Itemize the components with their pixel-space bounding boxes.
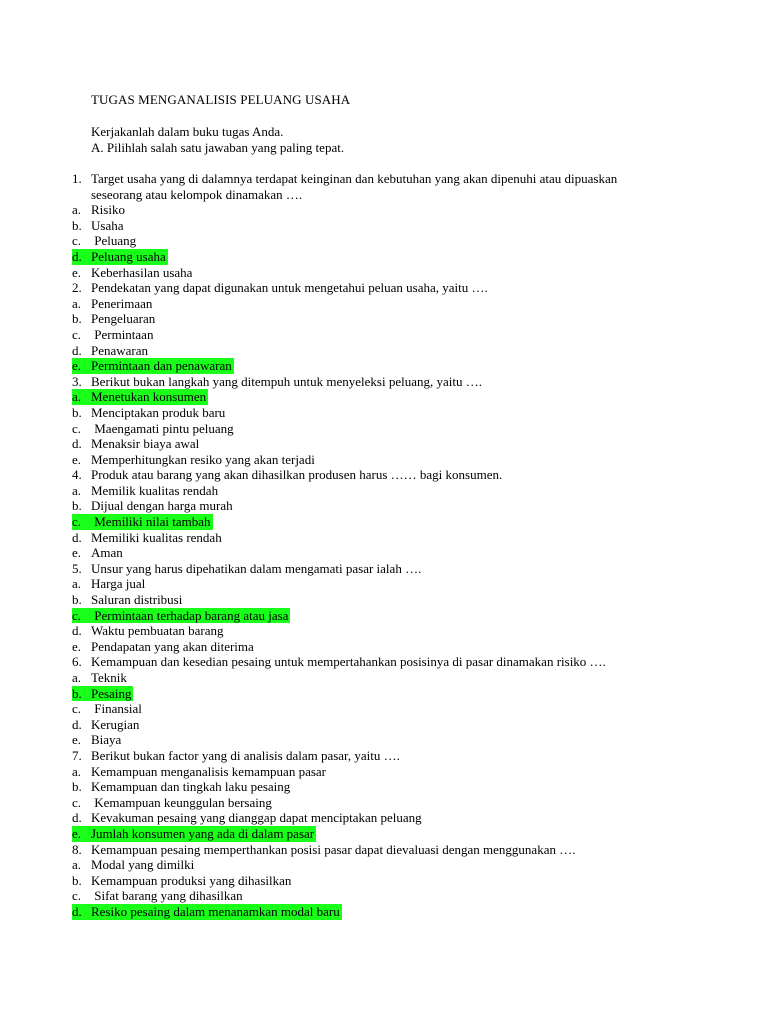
option-text: Pesaing (91, 685, 132, 701)
answer-option (72, 732, 712, 748)
option-text: Kerugian (91, 716, 140, 732)
option-text: Sifat barang yang dihasilkan (91, 888, 243, 904)
answer-option (72, 639, 712, 655)
question-item (72, 748, 712, 764)
answer-option (72, 233, 712, 249)
option-text: Keberhasilan usaha (91, 264, 193, 280)
answer-option (72, 779, 712, 795)
answer-option (72, 405, 712, 421)
option-letter: b. (72, 685, 82, 701)
question-number: 4. (72, 467, 82, 483)
option-text: Saluran distribusi (91, 592, 183, 608)
option-letter: a. (72, 763, 82, 779)
answer-option (72, 483, 712, 499)
answer-option (72, 498, 712, 514)
option-text: Finansial (91, 701, 142, 717)
option-letter: a. (72, 857, 82, 873)
question-number: 6. (72, 654, 82, 670)
option-text: Peluang usaha (91, 248, 166, 264)
option-letter: b. (72, 779, 82, 795)
option-letter: c. (72, 794, 82, 810)
answer-option (72, 670, 712, 686)
question-item (72, 467, 712, 483)
answer-option (72, 311, 712, 327)
option-letter: b. (72, 404, 82, 420)
option-text: Menetukan konsumen (91, 389, 207, 405)
option-letter: c. (72, 326, 82, 342)
answer-option-highlighted (72, 249, 712, 265)
option-text: Permintaan (91, 326, 154, 342)
option-text: Pengeluaran (91, 311, 156, 327)
option-text: Memilik kualitas rendah (91, 482, 219, 498)
answer-option (72, 888, 712, 904)
answer-option (72, 717, 712, 733)
option-text: Menaksir biaya awal (91, 436, 200, 452)
question-item (72, 171, 712, 202)
option-letter: b. (72, 217, 82, 233)
question-text: Berikut bukan langkah yang ditempuh untuk menyeleksi peluang, yaitu …. (91, 373, 483, 389)
question-text: Berikut bukan factor yang di analisis dalam pasar, yaitu …. (91, 747, 400, 763)
answer-option (72, 576, 712, 592)
instructions (91, 124, 344, 156)
option-text: Memperhitungkan resiko yang akan terjadi (91, 451, 315, 467)
answer-option (72, 545, 712, 561)
question-number: 5. (72, 560, 82, 576)
option-letter: e. (72, 264, 82, 280)
answer-option (72, 857, 712, 873)
option-letter: a. (72, 295, 82, 311)
answer-option-highlighted (72, 608, 712, 624)
option-letter: e. (72, 825, 82, 841)
answer-option-highlighted (72, 826, 712, 842)
question-number: 2. (72, 280, 82, 296)
question-text: Kemampuan pesaing memperthankan posisi pasar dapat dievaluasi dengan menggunakan …. (91, 841, 576, 857)
question-list (72, 171, 712, 920)
option-letter: b. (72, 592, 82, 608)
question-item (72, 654, 712, 670)
option-text: Kemampuan menganalisis kemampuan pasar (91, 763, 327, 779)
answer-option (72, 530, 712, 546)
option-letter: c. (72, 233, 82, 249)
option-letter: a. (72, 482, 82, 498)
answer-option-highlighted (72, 514, 712, 530)
answer-option (72, 701, 712, 717)
option-letter: a. (72, 202, 82, 218)
question-number: 3. (72, 373, 82, 389)
question-item (72, 374, 712, 390)
option-letter: e. (72, 358, 82, 374)
option-text: Dijual dengan harga murah (91, 498, 233, 514)
question-text: Pendekatan yang dapat digunakan untuk mengetahui peluan usaha, yaitu …. (91, 280, 488, 296)
option-text: Kemampuan produksi yang dihasilkan (91, 872, 292, 888)
option-text: Kevakuman pesaing yang dianggap dapat menciptakan peluang (91, 810, 422, 826)
option-text: Permintaan terhadap barang atau jasa (91, 607, 289, 623)
option-text: Kemampuan keunggulan bersaing (91, 794, 272, 810)
option-letter: d. (72, 903, 82, 919)
option-text: Maengamati pintu peluang (91, 420, 234, 436)
answer-option (72, 343, 712, 359)
answer-option (72, 810, 712, 826)
option-letter: b. (72, 872, 82, 888)
option-letter: b. (72, 311, 82, 327)
option-letter: c. (72, 701, 82, 717)
answer-option-highlighted (72, 686, 712, 702)
option-text: Memiliki kualitas rendah (91, 529, 222, 545)
option-letter: c. (72, 888, 82, 904)
option-letter: c. (72, 607, 82, 623)
option-text: Pendapatan yang akan diterima (91, 638, 254, 654)
answer-option (72, 452, 712, 468)
option-text: Peluang (91, 233, 137, 249)
option-letter: a. (72, 670, 82, 685)
option-letter: d. (72, 623, 82, 639)
option-letter: e. (72, 732, 82, 748)
answer-option-highlighted (72, 358, 712, 374)
option-text: Teknik (91, 670, 127, 685)
question-text: Produk atau barang yang akan dihasilkan produsen harus …… bagi konsumen. (91, 467, 503, 483)
answer-option (72, 764, 712, 780)
option-text: Memiliki nilai tambah (91, 514, 211, 530)
question-number: 7. (72, 747, 82, 763)
option-text: Modal yang dimilki (91, 857, 195, 873)
instruction-line: Kerjakanlah dalam buku tugas Anda. (91, 124, 284, 139)
question-item (72, 280, 712, 296)
option-letter: d. (72, 529, 82, 545)
answer-option (72, 202, 712, 218)
question-number: 1. (72, 171, 82, 186)
option-letter: a. (72, 389, 82, 405)
answer-option (72, 592, 712, 608)
option-letter: d. (72, 436, 82, 452)
option-letter: d. (72, 248, 82, 264)
document-title: TUGAS MENGANALISIS PELUANG USAHA (91, 92, 351, 107)
option-text: Biaya (91, 732, 122, 748)
option-letter: d. (72, 342, 82, 358)
option-text: Resiko pesaing dalam menanamkan modal baru (91, 903, 340, 919)
answer-option-highlighted (72, 904, 712, 920)
option-letter: a. (72, 576, 82, 592)
option-letter: c. (72, 514, 82, 530)
option-letter: d. (72, 810, 82, 826)
option-text: Permintaan dan penawaran (91, 358, 232, 374)
question-item (72, 842, 712, 858)
option-letter: b. (72, 498, 82, 514)
answer-option (72, 795, 712, 811)
answer-option (72, 873, 712, 889)
option-text: Jumlah konsumen yang ada di dalam pasar (91, 825, 315, 841)
option-letter: e. (72, 451, 82, 467)
question-number: 8. (72, 841, 82, 857)
question-text: Unsur yang harus dipehatikan dalam mengamati pasar ialah …. (91, 560, 422, 576)
option-text: Usaha (91, 217, 124, 233)
answer-option (72, 218, 712, 234)
answer-option-highlighted (72, 389, 712, 405)
option-letter: d. (72, 716, 82, 732)
option-text: Penawaran (91, 342, 149, 358)
option-letter: e. (72, 545, 82, 561)
option-text: Harga jual (91, 576, 146, 592)
answer-option (72, 421, 712, 437)
answer-option (72, 623, 712, 639)
option-text: Penerimaan (91, 295, 153, 311)
question-text: Kemampuan dan kesedian pesaing untuk mempertahankan posisinya di pasar dinamakan risiko …. (91, 654, 606, 670)
answer-option (72, 296, 712, 312)
option-text: Risiko (91, 202, 125, 218)
answer-option (72, 436, 712, 452)
answer-option (72, 265, 712, 281)
option-text: Kemampuan dan tingkah laku pesaing (91, 779, 291, 795)
option-text: Waktu pembuatan barang (91, 623, 224, 639)
instruction-line: A. Pilihlah salah satu jawaban yang paling tepat. (91, 140, 345, 155)
option-text: Aman (91, 545, 123, 561)
question-text: Target usaha yang di dalamnya terdapat keinginan dan kebutuhan yang akan dipenuhi atau dipuaskan seseorang atau kelompok dinamakan …. (91, 171, 618, 202)
option-letter: c. (72, 420, 82, 436)
answer-option (72, 327, 712, 343)
question-item (72, 561, 712, 577)
option-letter: e. (72, 638, 82, 654)
option-text: Menciptakan produk baru (91, 404, 226, 420)
